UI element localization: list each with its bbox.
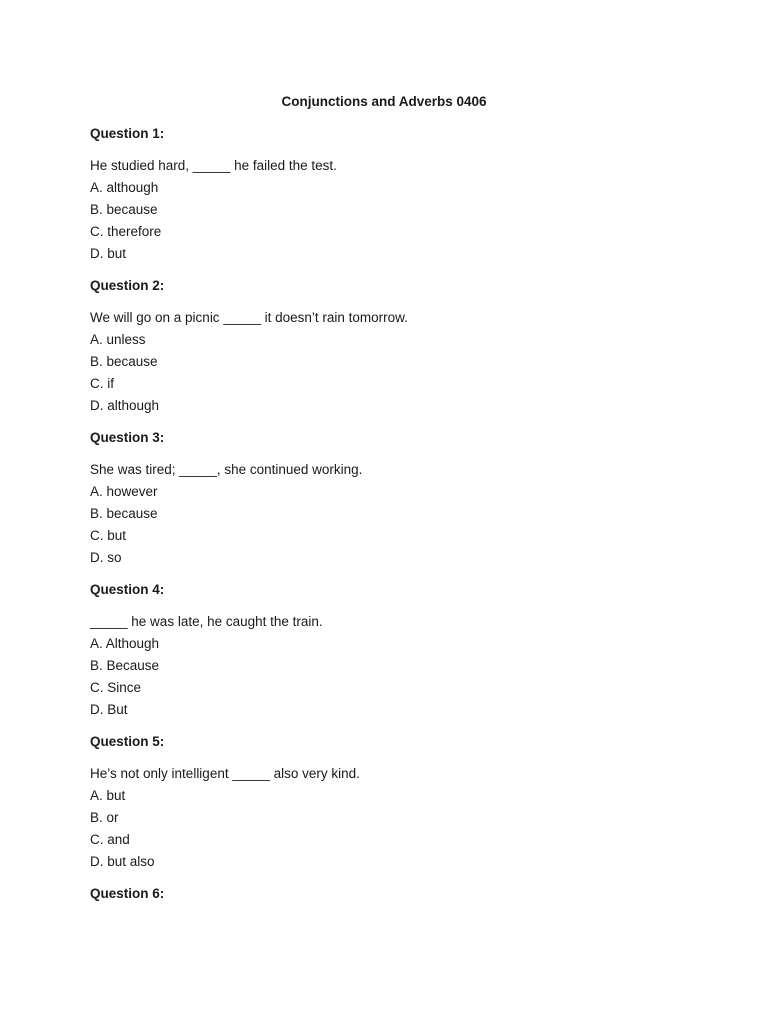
question-prompt: He studied hard, _____ he failed the test. — [90, 158, 337, 173]
answer-option: D. But — [90, 702, 128, 717]
answer-option: C. but — [90, 528, 127, 543]
answer-option: B. or — [90, 810, 119, 825]
question-heading: Question 5: — [90, 734, 165, 749]
answer-option: A. Although — [90, 636, 160, 651]
answer-option: D. but — [90, 246, 127, 261]
question-list — [90, 125, 690, 917]
answer-options — [90, 483, 690, 567]
question-5 — [90, 733, 690, 871]
document-title: Conjunctions and Adverbs 0406 — [281, 94, 487, 109]
answer-option: A. but — [90, 788, 126, 803]
answer-option: C. therefore — [90, 224, 162, 239]
answer-option: A. although — [90, 180, 159, 195]
question-prompt: _____ he was late, he caught the train. — [90, 614, 323, 629]
answer-option: C. and — [90, 832, 130, 847]
answer-option: D. so — [90, 550, 122, 565]
question-1 — [90, 125, 690, 263]
answer-options — [90, 331, 690, 415]
answer-options — [90, 787, 690, 871]
answer-options — [90, 179, 690, 263]
question-heading: Question 4: — [90, 582, 165, 597]
question-prompt: He’s not only intelligent _____ also very kind. — [90, 766, 360, 781]
answer-option: B. because — [90, 506, 158, 521]
question-heading: Question 3: — [90, 430, 165, 445]
answer-option: D. but also — [90, 854, 155, 869]
question-heading: Question 1: — [90, 126, 165, 141]
question-prompt: She was tired; _____, she continued working. — [90, 462, 363, 477]
question-6 — [90, 885, 690, 903]
answer-option: A. however — [90, 484, 158, 499]
question-4 — [90, 581, 690, 719]
question-heading: Question 2: — [90, 278, 165, 293]
answer-option: C. Since — [90, 680, 142, 695]
answer-option: B. because — [90, 354, 158, 369]
question-prompt: We will go on a picnic _____ it doesn’t rain tomorrow. — [90, 310, 408, 325]
answer-option: C. if — [90, 376, 115, 391]
answer-option: B. Because — [90, 658, 160, 673]
question-heading: Question 6: — [90, 886, 165, 901]
answer-option: B. because — [90, 202, 158, 217]
answer-options — [90, 635, 690, 719]
answer-option: D. although — [90, 398, 160, 413]
answer-option: A. unless — [90, 332, 146, 347]
question-3 — [90, 429, 690, 567]
question-2 — [90, 277, 690, 415]
